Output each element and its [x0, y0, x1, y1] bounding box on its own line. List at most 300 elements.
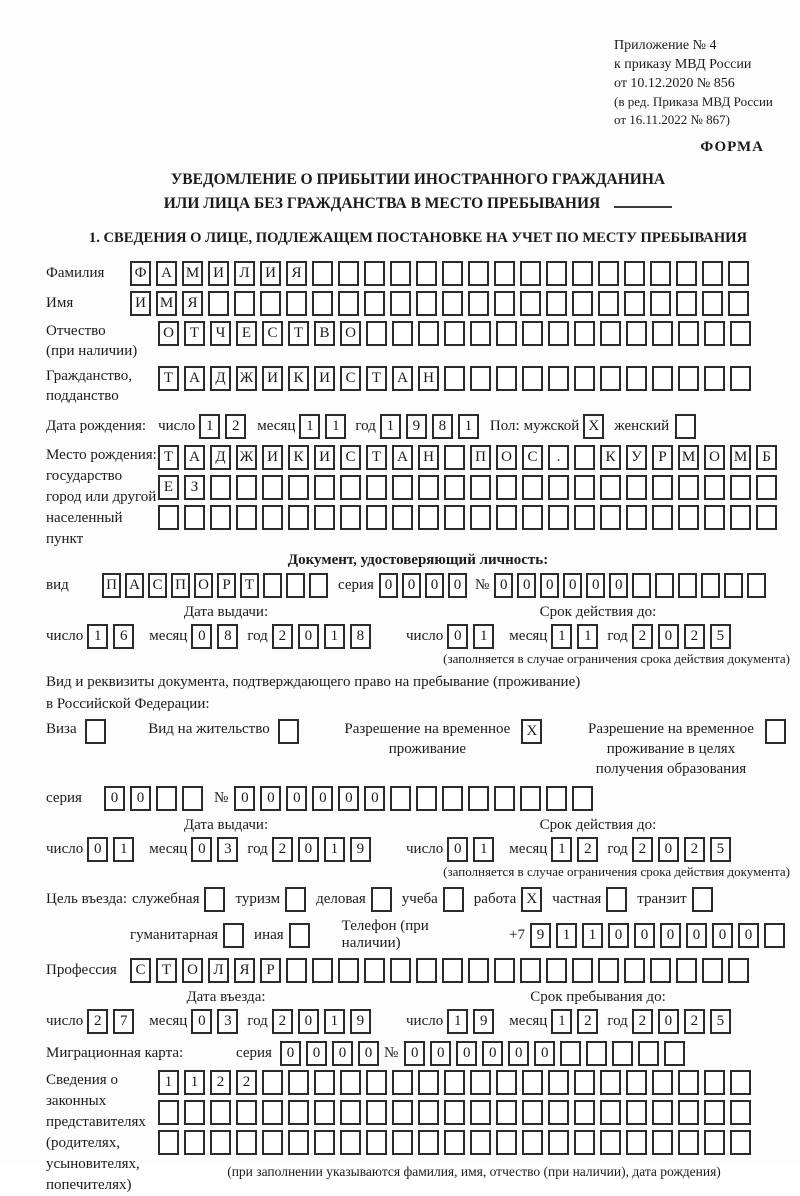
char-cell[interactable] — [496, 1130, 517, 1155]
char-cell[interactable]: 0 — [338, 786, 359, 811]
char-cell[interactable] — [364, 291, 385, 316]
char-cell[interactable] — [704, 505, 725, 530]
char-cell[interactable] — [392, 1070, 413, 1095]
char-cell[interactable]: Т — [156, 958, 177, 983]
char-cell[interactable]: 2 — [272, 837, 293, 862]
char-cell[interactable] — [338, 261, 359, 286]
char-cell[interactable]: Т — [366, 366, 387, 391]
char-cell[interactable]: 1 — [551, 624, 572, 649]
char-cell[interactable]: 1 — [324, 1009, 345, 1034]
char-cell[interactable]: 0 — [298, 1009, 319, 1034]
char-cell[interactable] — [416, 261, 437, 286]
char-cell[interactable] — [156, 786, 177, 811]
char-cell[interactable] — [624, 291, 645, 316]
char-cell[interactable]: 8 — [432, 414, 453, 439]
char-cell[interactable]: Н — [418, 366, 439, 391]
char-cell[interactable] — [390, 786, 411, 811]
char-cell[interactable]: Т — [184, 321, 205, 346]
char-cell[interactable]: 3 — [217, 837, 238, 862]
char-cell[interactable] — [496, 475, 517, 500]
sex-female-checkbox[interactable] — [675, 414, 696, 439]
char-cell[interactable] — [704, 321, 725, 346]
char-cell[interactable] — [314, 1070, 335, 1095]
char-cell[interactable]: 9 — [350, 837, 371, 862]
char-cell[interactable]: 1 — [458, 414, 479, 439]
char-cell[interactable]: И — [130, 291, 151, 316]
char-cell[interactable]: 0 — [517, 573, 536, 598]
char-cell[interactable]: 1 — [447, 1009, 468, 1034]
char-cell[interactable] — [338, 291, 359, 316]
char-cell[interactable]: 2 — [577, 837, 598, 862]
char-cell[interactable] — [652, 1100, 673, 1125]
purpose-business-checkbox[interactable] — [371, 887, 392, 912]
char-cell[interactable] — [442, 958, 463, 983]
char-cell[interactable] — [650, 291, 671, 316]
char-cell[interactable] — [600, 1070, 621, 1095]
char-cell[interactable] — [574, 1070, 595, 1095]
char-cell[interactable]: 1 — [324, 837, 345, 862]
char-cell[interactable] — [444, 445, 465, 470]
char-cell[interactable] — [236, 475, 257, 500]
char-cell[interactable] — [444, 366, 465, 391]
char-cell[interactable] — [652, 321, 673, 346]
char-cell[interactable] — [468, 261, 489, 286]
char-cell[interactable] — [520, 261, 541, 286]
char-cell[interactable]: Т — [366, 445, 387, 470]
char-cell[interactable]: 0 — [332, 1041, 353, 1066]
char-cell[interactable]: 0 — [364, 786, 385, 811]
char-cell[interactable]: 9 — [406, 414, 427, 439]
char-cell[interactable]: 0 — [658, 1009, 679, 1034]
char-cell[interactable] — [158, 1100, 179, 1125]
char-cell[interactable] — [730, 1130, 751, 1155]
char-cell[interactable]: 9 — [530, 923, 551, 948]
char-cell[interactable]: О — [496, 445, 517, 470]
char-cell[interactable]: А — [184, 366, 205, 391]
char-cell[interactable] — [652, 366, 673, 391]
char-cell[interactable] — [638, 1041, 659, 1066]
char-cell[interactable]: А — [156, 261, 177, 286]
char-cell[interactable] — [263, 573, 282, 598]
char-cell[interactable] — [392, 321, 413, 346]
char-cell[interactable] — [522, 366, 543, 391]
purpose-study-checkbox[interactable] — [443, 887, 464, 912]
representatives-cells-row2[interactable] — [158, 1100, 756, 1125]
char-cell[interactable]: Т — [288, 321, 309, 346]
char-cell[interactable] — [470, 505, 491, 530]
char-cell[interactable] — [574, 321, 595, 346]
temp-residence-education-checkbox[interactable] — [765, 719, 786, 744]
char-cell[interactable] — [366, 1100, 387, 1125]
purpose-other-checkbox[interactable] — [289, 923, 310, 948]
doc-valid-month-cells[interactable] — [551, 624, 603, 649]
char-cell[interactable] — [496, 505, 517, 530]
representatives-cells-row3[interactable] — [158, 1130, 756, 1155]
char-cell[interactable] — [260, 291, 281, 316]
representatives-cells-row1[interactable] — [158, 1070, 756, 1095]
char-cell[interactable] — [655, 573, 674, 598]
char-cell[interactable] — [340, 475, 361, 500]
birth-day-cells[interactable] — [199, 414, 251, 439]
char-cell[interactable] — [704, 475, 725, 500]
char-cell[interactable] — [314, 475, 335, 500]
char-cell[interactable] — [496, 366, 517, 391]
phone-cells[interactable] — [530, 923, 790, 948]
char-cell[interactable] — [704, 1130, 725, 1155]
char-cell[interactable] — [548, 1100, 569, 1125]
char-cell[interactable] — [678, 366, 699, 391]
char-cell[interactable] — [572, 958, 593, 983]
char-cell[interactable] — [724, 573, 743, 598]
char-cell[interactable] — [600, 366, 621, 391]
char-cell[interactable]: 1 — [325, 414, 346, 439]
char-cell[interactable] — [652, 1070, 673, 1095]
purpose-work-checkbox[interactable]: X — [521, 887, 542, 912]
char-cell[interactable]: 0 — [494, 573, 513, 598]
char-cell[interactable] — [366, 1070, 387, 1095]
char-cell[interactable] — [494, 958, 515, 983]
char-cell[interactable] — [286, 291, 307, 316]
char-cell[interactable]: 0 — [280, 1041, 301, 1066]
char-cell[interactable] — [442, 261, 463, 286]
doc-number-cells[interactable] — [494, 573, 770, 598]
char-cell[interactable] — [702, 958, 723, 983]
char-cell[interactable]: 0 — [104, 786, 125, 811]
char-cell[interactable]: 1 — [473, 624, 494, 649]
char-cell[interactable]: Р — [217, 573, 236, 598]
entry-year-cells[interactable] — [272, 1009, 376, 1034]
purpose-transit-checkbox[interactable] — [692, 887, 713, 912]
char-cell[interactable]: И — [208, 261, 229, 286]
char-cell[interactable] — [234, 291, 255, 316]
char-cell[interactable]: 2 — [632, 837, 653, 862]
char-cell[interactable] — [612, 1041, 633, 1066]
char-cell[interactable]: О — [340, 321, 361, 346]
doc-series-cells[interactable] — [379, 573, 471, 598]
char-cell[interactable] — [262, 475, 283, 500]
sex-male-checkbox[interactable]: X — [583, 414, 604, 439]
char-cell[interactable] — [572, 291, 593, 316]
permit-valid-year-cells[interactable] — [632, 837, 736, 862]
char-cell[interactable]: 0 — [298, 837, 319, 862]
doc-valid-year-cells[interactable] — [632, 624, 736, 649]
char-cell[interactable] — [572, 261, 593, 286]
char-cell[interactable]: Л — [208, 958, 229, 983]
permit-series-cells[interactable] — [104, 786, 208, 811]
char-cell[interactable] — [574, 505, 595, 530]
char-cell[interactable]: К — [288, 445, 309, 470]
char-cell[interactable]: 1 — [582, 923, 603, 948]
char-cell[interactable]: 2 — [684, 1009, 705, 1034]
entry-month-cells[interactable] — [191, 1009, 243, 1034]
char-cell[interactable]: 0 — [447, 624, 468, 649]
char-cell[interactable] — [416, 291, 437, 316]
char-cell[interactable] — [548, 321, 569, 346]
doc-valid-day-cells[interactable] — [447, 624, 499, 649]
char-cell[interactable]: 8 — [217, 624, 238, 649]
char-cell[interactable] — [702, 291, 723, 316]
char-cell[interactable] — [288, 475, 309, 500]
char-cell[interactable] — [728, 958, 749, 983]
birth-month-cells[interactable] — [299, 414, 351, 439]
char-cell[interactable]: 0 — [312, 786, 333, 811]
birth-place-cells-row1[interactable] — [158, 445, 782, 470]
char-cell[interactable]: П — [102, 573, 121, 598]
char-cell[interactable]: 1 — [87, 624, 108, 649]
char-cell[interactable] — [364, 958, 385, 983]
char-cell[interactable] — [288, 1070, 309, 1095]
char-cell[interactable] — [314, 505, 335, 530]
char-cell[interactable]: 5 — [710, 624, 731, 649]
char-cell[interactable] — [548, 475, 569, 500]
char-cell[interactable]: 0 — [586, 573, 605, 598]
char-cell[interactable] — [468, 958, 489, 983]
char-cell[interactable] — [494, 261, 515, 286]
char-cell[interactable]: 0 — [448, 573, 467, 598]
char-cell[interactable]: М — [182, 261, 203, 286]
char-cell[interactable] — [444, 475, 465, 500]
char-cell[interactable] — [418, 1070, 439, 1095]
char-cell[interactable] — [184, 1130, 205, 1155]
char-cell[interactable]: 2 — [87, 1009, 108, 1034]
char-cell[interactable] — [236, 1130, 257, 1155]
char-cell[interactable] — [158, 505, 179, 530]
birth-place-cells-row2[interactable] — [158, 475, 782, 500]
char-cell[interactable]: 2 — [272, 1009, 293, 1034]
char-cell[interactable]: 0 — [87, 837, 108, 862]
char-cell[interactable]: 0 — [482, 1041, 503, 1066]
char-cell[interactable]: 0 — [738, 923, 759, 948]
char-cell[interactable]: А — [184, 445, 205, 470]
char-cell[interactable]: 0 — [260, 786, 281, 811]
char-cell[interactable]: 2 — [272, 624, 293, 649]
char-cell[interactable] — [184, 1100, 205, 1125]
char-cell[interactable]: Д — [210, 366, 231, 391]
char-cell[interactable]: 1 — [577, 624, 598, 649]
char-cell[interactable] — [390, 261, 411, 286]
char-cell[interactable] — [158, 1130, 179, 1155]
char-cell[interactable] — [548, 1130, 569, 1155]
char-cell[interactable]: С — [522, 445, 543, 470]
char-cell[interactable]: 2 — [684, 837, 705, 862]
char-cell[interactable]: 0 — [563, 573, 582, 598]
char-cell[interactable] — [548, 1070, 569, 1095]
char-cell[interactable]: 0 — [425, 573, 444, 598]
char-cell[interactable]: 0 — [191, 1009, 212, 1034]
char-cell[interactable] — [600, 1100, 621, 1125]
char-cell[interactable]: 0 — [686, 923, 707, 948]
char-cell[interactable]: 0 — [634, 923, 655, 948]
citizenship-cells[interactable] — [158, 366, 756, 391]
char-cell[interactable]: 6 — [113, 624, 134, 649]
char-cell[interactable] — [210, 1130, 231, 1155]
char-cell[interactable] — [210, 475, 231, 500]
char-cell[interactable]: 7 — [113, 1009, 134, 1034]
char-cell[interactable] — [730, 366, 751, 391]
char-cell[interactable]: 0 — [534, 1041, 555, 1066]
char-cell[interactable]: 0 — [298, 624, 319, 649]
char-cell[interactable] — [701, 573, 720, 598]
char-cell[interactable]: Р — [260, 958, 281, 983]
permit-issue-month-cells[interactable] — [191, 837, 243, 862]
char-cell[interactable] — [548, 366, 569, 391]
char-cell[interactable] — [392, 475, 413, 500]
entry-day-cells[interactable] — [87, 1009, 139, 1034]
char-cell[interactable] — [390, 958, 411, 983]
char-cell[interactable] — [704, 1100, 725, 1125]
char-cell[interactable]: Ж — [236, 366, 257, 391]
char-cell[interactable] — [470, 1130, 491, 1155]
char-cell[interactable] — [678, 573, 697, 598]
char-cell[interactable] — [747, 573, 766, 598]
char-cell[interactable]: В — [314, 321, 335, 346]
char-cell[interactable] — [546, 786, 567, 811]
char-cell[interactable]: О — [704, 445, 725, 470]
char-cell[interactable] — [626, 505, 647, 530]
char-cell[interactable] — [338, 958, 359, 983]
char-cell[interactable]: 1 — [551, 1009, 572, 1034]
char-cell[interactable] — [262, 505, 283, 530]
char-cell[interactable] — [470, 475, 491, 500]
char-cell[interactable] — [574, 1130, 595, 1155]
char-cell[interactable] — [366, 321, 387, 346]
char-cell[interactable]: М — [730, 445, 751, 470]
char-cell[interactable] — [650, 958, 671, 983]
char-cell[interactable]: 1 — [184, 1070, 205, 1095]
char-cell[interactable]: 0 — [404, 1041, 425, 1066]
char-cell[interactable]: 0 — [430, 1041, 451, 1066]
char-cell[interactable]: 0 — [191, 624, 212, 649]
char-cell[interactable] — [600, 1130, 621, 1155]
char-cell[interactable] — [309, 573, 328, 598]
char-cell[interactable] — [418, 475, 439, 500]
char-cell[interactable]: О — [194, 573, 213, 598]
char-cell[interactable]: 1 — [299, 414, 320, 439]
char-cell[interactable] — [702, 261, 723, 286]
char-cell[interactable]: О — [182, 958, 203, 983]
char-cell[interactable]: 0 — [130, 786, 151, 811]
char-cell[interactable]: 9 — [350, 1009, 371, 1034]
stay-day-cells[interactable] — [447, 1009, 499, 1034]
char-cell[interactable]: П — [470, 445, 491, 470]
char-cell[interactable] — [416, 786, 437, 811]
char-cell[interactable] — [442, 786, 463, 811]
char-cell[interactable] — [522, 505, 543, 530]
char-cell[interactable] — [586, 1041, 607, 1066]
char-cell[interactable]: Ж — [236, 445, 257, 470]
permit-number-cells[interactable] — [234, 786, 598, 811]
char-cell[interactable] — [444, 505, 465, 530]
char-cell[interactable]: 2 — [632, 1009, 653, 1034]
char-cell[interactable] — [262, 1100, 283, 1125]
char-cell[interactable]: 1 — [556, 923, 577, 948]
char-cell[interactable] — [340, 1100, 361, 1125]
char-cell[interactable]: Я — [286, 261, 307, 286]
char-cell[interactable] — [418, 1100, 439, 1125]
char-cell[interactable] — [416, 958, 437, 983]
char-cell[interactable]: 2 — [210, 1070, 231, 1095]
char-cell[interactable] — [546, 958, 567, 983]
char-cell[interactable]: Н — [418, 445, 439, 470]
char-cell[interactable]: И — [262, 366, 283, 391]
char-cell[interactable] — [728, 261, 749, 286]
char-cell[interactable] — [546, 261, 567, 286]
char-cell[interactable]: 0 — [286, 786, 307, 811]
char-cell[interactable]: 0 — [447, 837, 468, 862]
char-cell[interactable] — [286, 958, 307, 983]
char-cell[interactable]: 0 — [658, 624, 679, 649]
char-cell[interactable]: 5 — [710, 1009, 731, 1034]
doc-issue-month-cells[interactable] — [191, 624, 243, 649]
residence-permit-checkbox[interactable] — [278, 719, 299, 744]
char-cell[interactable]: 1 — [473, 837, 494, 862]
char-cell[interactable] — [598, 958, 619, 983]
char-cell[interactable] — [366, 505, 387, 530]
char-cell[interactable] — [522, 1070, 543, 1095]
char-cell[interactable] — [560, 1041, 581, 1066]
char-cell[interactable] — [652, 505, 673, 530]
char-cell[interactable] — [520, 786, 541, 811]
char-cell[interactable]: 1 — [324, 624, 345, 649]
purpose-private-checkbox[interactable] — [606, 887, 627, 912]
char-cell[interactable] — [314, 1100, 335, 1125]
char-cell[interactable] — [626, 321, 647, 346]
char-cell[interactable] — [600, 505, 621, 530]
char-cell[interactable] — [390, 291, 411, 316]
char-cell[interactable]: 0 — [608, 923, 629, 948]
char-cell[interactable] — [496, 1100, 517, 1125]
permit-valid-day-cells[interactable] — [447, 837, 499, 862]
visa-checkbox[interactable] — [85, 719, 106, 744]
char-cell[interactable] — [262, 1070, 283, 1095]
char-cell[interactable] — [470, 366, 491, 391]
char-cell[interactable]: 0 — [609, 573, 628, 598]
char-cell[interactable]: С — [340, 445, 361, 470]
char-cell[interactable]: 5 — [710, 837, 731, 862]
char-cell[interactable]: 0 — [658, 837, 679, 862]
permit-issue-year-cells[interactable] — [272, 837, 376, 862]
char-cell[interactable]: 0 — [540, 573, 559, 598]
char-cell[interactable] — [468, 291, 489, 316]
char-cell[interactable] — [626, 1070, 647, 1095]
char-cell[interactable] — [730, 1070, 751, 1095]
char-cell[interactable] — [418, 505, 439, 530]
char-cell[interactable] — [730, 321, 751, 346]
char-cell[interactable] — [442, 291, 463, 316]
char-cell[interactable]: Л — [234, 261, 255, 286]
char-cell[interactable] — [574, 366, 595, 391]
char-cell[interactable] — [730, 1100, 751, 1125]
char-cell[interactable]: С — [340, 366, 361, 391]
char-cell[interactable] — [626, 1130, 647, 1155]
char-cell[interactable] — [652, 475, 673, 500]
char-cell[interactable] — [522, 1130, 543, 1155]
char-cell[interactable]: У — [626, 445, 647, 470]
char-cell[interactable] — [728, 291, 749, 316]
permit-issue-day-cells[interactable] — [87, 837, 139, 862]
char-cell[interactable] — [366, 1130, 387, 1155]
char-cell[interactable] — [496, 1070, 517, 1095]
char-cell[interactable]: 2 — [632, 624, 653, 649]
char-cell[interactable] — [624, 261, 645, 286]
stay-month-cells[interactable] — [551, 1009, 603, 1034]
char-cell[interactable]: 2 — [225, 414, 246, 439]
char-cell[interactable] — [418, 321, 439, 346]
char-cell[interactable] — [182, 786, 203, 811]
patronymic-cells[interactable] — [158, 321, 756, 346]
char-cell[interactable] — [624, 958, 645, 983]
char-cell[interactable] — [676, 261, 697, 286]
